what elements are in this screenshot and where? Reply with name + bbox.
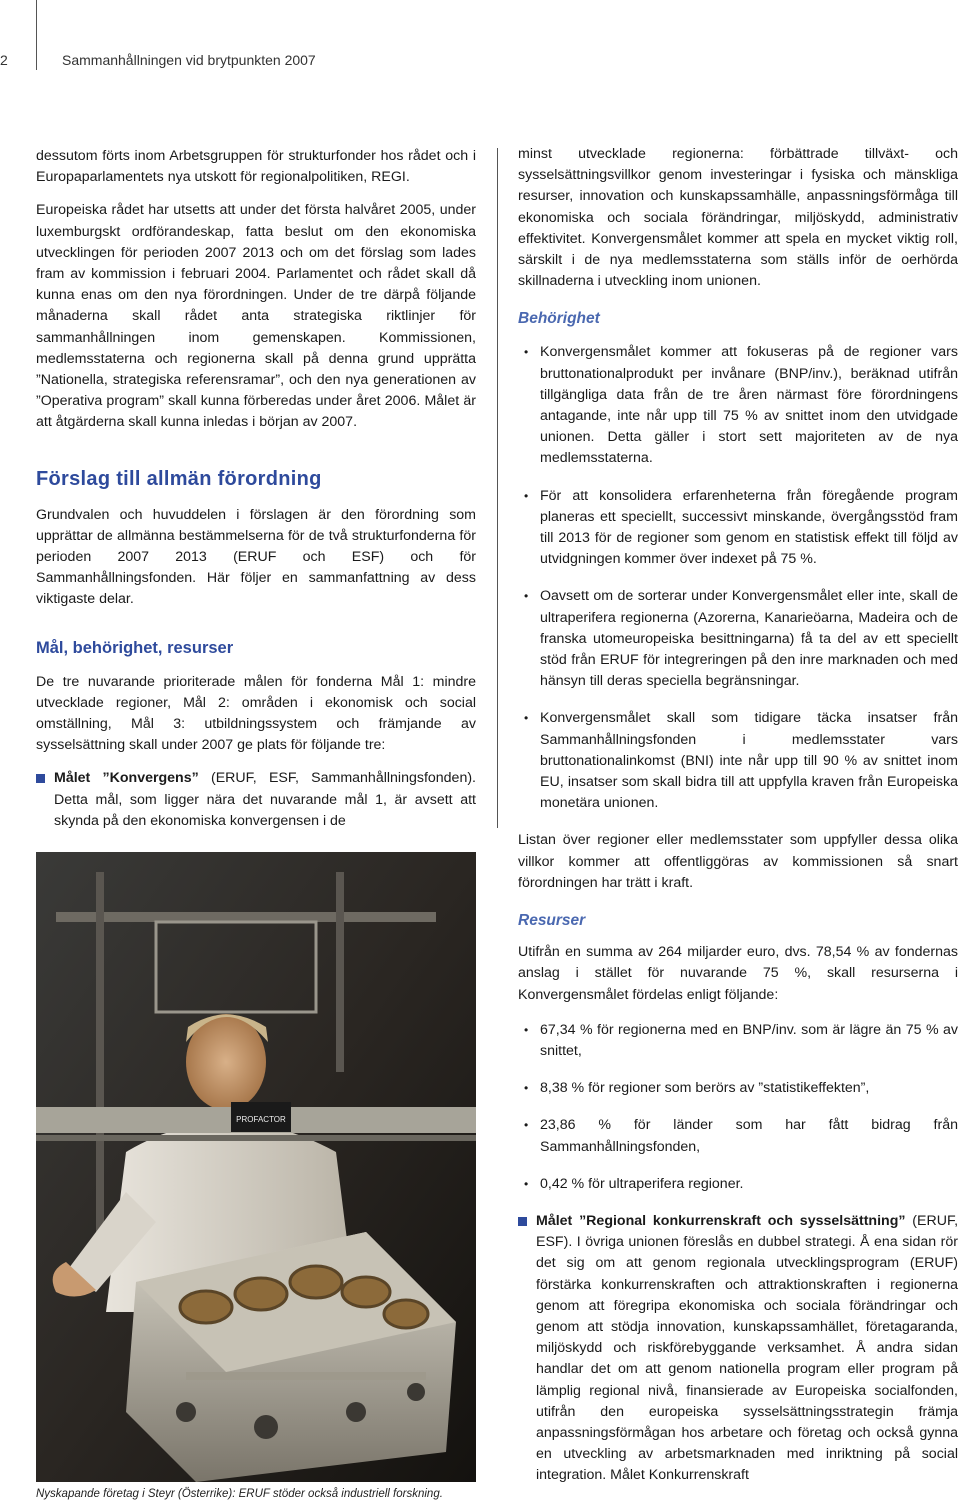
subheading-behorighet: Behörighet xyxy=(518,310,600,328)
goal-convergence-title: Målet ”Konvergens” xyxy=(54,770,199,787)
list-item: • 8,38 % för regioner som berörs av ”statistikeffekten”, xyxy=(524,1080,870,1097)
subheading-resurser: Resurser xyxy=(518,912,586,930)
photo-engine-block xyxy=(36,852,476,1482)
list-item: • För att konsolidera erfarenheterna från föregående program planeras ett speciellt, successivt minskande, övergångsstöd fram till 2013 för de regioner som genom en statistisk effekt till följd av utvidgningen kommer över indexet på 75 %. xyxy=(524,487,958,568)
right-paragraph-1: minst utvecklade regionerna: förbättrade tillväxt- och sysselsättningsvillkor genom investeringar i fysiska och mänskliga resurser, innovation och kunskapssamhälle, anpassningsförmåga till ekonomiska och sociala förändringar, miljöskydd, administrativ effektivitet. Konvergensmålet kommer att spela en mycket viktig roll, särskilt i de nya medlemsstaterna som ställs inför de oerhörda skillnaderna i utveckling inom unionen. xyxy=(518,146,958,290)
goal-convergence-item xyxy=(36,768,476,832)
right-paragraph-2: Listan över regioner eller medlemsstater som uppfyller dessa olika villkor kommer att offentliggöras av kommissionen så snart förordningen har trätt i kraft. xyxy=(518,832,958,891)
photo-caption: Nyskapande företag i Steyr (Österrike): ERUF stöder också industriell forskning. xyxy=(36,1488,443,1500)
page-number: 2 xyxy=(0,52,8,68)
header-divider xyxy=(36,0,37,70)
left-paragraph-4: De tre nuvarande prioriterade målen för fonderna Mål 1: mindre utvecklade regioner, Mål 2: områden i ekonomisk och social omställning, Mål 3: utbildningssystem och främjande av sysselsättning skall under 2007 ge plats för följande tre: xyxy=(36,673,476,754)
square-bullet-icon xyxy=(36,774,45,783)
goal-competitiveness-text: (ERUF, ESF). I övriga unionen föreslås en dubbel strategi. Å ena sidan rör det sig om att genom regionala utvecklingsprogram (ERUF) förstärka konkurrenskraften och attraktionskraften i regionerna genom att föregripa ekonomiska och sociala förändringar och genom att stödja innovation, kunskapssamhället, företagaranda, miljöskydd och riskförebyggande verksamhet. Å andra sidan handlar det om att genom nationella program eller program på lämplig regional nivå, finansierade av Europeiska socialfonden, utifrån den europeiska sysselsättningsstrategin främja anpassningsförmågan hos arbetare och företag och också gynna en utveckling av arbetsmarknaden med inriktning på social integration. Målet Konkurrenskraft xyxy=(536,1212,959,1484)
right-paragraph-3: Utifrån en summa av 264 miljarder euro, dvs. 78,54 % av fondernas anslag i stället för nuvarande 75 %, skall resurserna i Konvergensmålet fördelas enligt följande: xyxy=(518,944,958,1003)
photo-sign-text: PROFACTOR xyxy=(236,1115,286,1124)
list-item: • Konvergensmålet kommer att fokuseras på de regioner vars bruttonationalprodukt per invånare (BNP/inv.), beräknad utifrån tillgängliga data från de tre åren närmast före förordningens antagande, inte når upp till 75 % av snittet inom den utvidgade unionen. Detta gäller i stort sett majoriteten av de nya medlemsstaterna. xyxy=(524,344,958,467)
section-heading: Förslag till allmän förordning xyxy=(36,467,322,490)
left-paragraph-1: dessutom förts inom Arbetsgruppen för strukturfonder hos rådet och i Europaparlamentets nya utskott för regionalpolitiken, REGI. xyxy=(36,148,476,186)
goal-convergence-text: (ERUF, ESF, Sammanhållningsfonden). Detta mål, som ligger nära det nuvarande mål 1, är avsett att skynda på den ekonomiska konvergensen i de xyxy=(54,770,476,829)
list-item: • 67,34 % för regionerna med en BNP/inv. som är lägre än 75 % av snittet, xyxy=(524,1021,958,1059)
square-bullet-icon xyxy=(518,1217,527,1226)
list-item: • 23,86 % för länder som har fått bidrag från Sammanhållningsfonden, xyxy=(524,1117,958,1155)
resources-list xyxy=(518,1020,958,1195)
running-title: Sammanhållningen vid brytpunkten 2007 xyxy=(62,52,316,68)
photo-illustration xyxy=(36,852,476,1482)
eligibility-list xyxy=(518,342,958,814)
list-item: • 0,42 % för ultraperifera regioner. xyxy=(524,1175,744,1192)
list-item: • Konvergensmålet skall som tidigare täcka insatser från Sammanhållningsfonden i medlemsstater vars bruttonationalinkomst (BNI) inte når upp till 90 % av snittet inom EU, insatser som skall bidra till att uppfylla kraven från Europeiska monetära unionen. xyxy=(524,710,958,812)
left-column xyxy=(36,146,476,832)
left-paragraph-2: Europeiska rådet har utsetts att under det första halvåret 2005, under luxemburgskt ordförandeskap, fatta beslut om den ekonomiska utvecklingen för perioden 2007 2013 och om det förslag som lades fram av kommission i februari 2004. Parlamentet och rådet skall då kunna enas om den nya förordningen. Under de tre därpå följande månaderna skall rådet anta strategiska riktlinjer för sammanhållningen inom gemenskapen. Kommissionen, medlemsstaterna och regionerna skall på denna grund upprätta ”Nationella, strategiska referensramar”, och den nya generationen av ”Operativa program” skall kunna förberedas under året 2006. Målet är att åtgärderna skall kunna inledas i början av 2007. xyxy=(36,202,476,431)
list-item: • Oavsett om de sorterar under Konvergensmålet eller inte, skall de ultraperifera regionerna (Azorerna, Kanarieöarna, Madeira och de franska utomeuropeiska besittningarna) få ta del av ett speciellt stöd från ERUF för integreringen på den inre marknaden och med hänsyn till deras speciella begränsningar. xyxy=(524,588,958,690)
left-paragraph-3: Grundvalen och huvuddelen i förslagen är den förordning som upprättar de allmänna bestämmelserna för de två strukturfonderna för perioden 2007 2013 (ERUF och ESF) och för Sammanhållningsfonden. Här följer en sammanfattning av dess viktigaste delar. xyxy=(36,506,476,608)
column-divider xyxy=(497,148,498,828)
goal-competitiveness-title: Målet ”Regional konkurrenskraft och sysselsättning” xyxy=(536,1212,906,1229)
right-column xyxy=(518,144,958,1487)
subsection-heading: Mål, behörighet, resurser xyxy=(36,638,234,657)
goal-competitiveness-item xyxy=(518,1211,958,1487)
